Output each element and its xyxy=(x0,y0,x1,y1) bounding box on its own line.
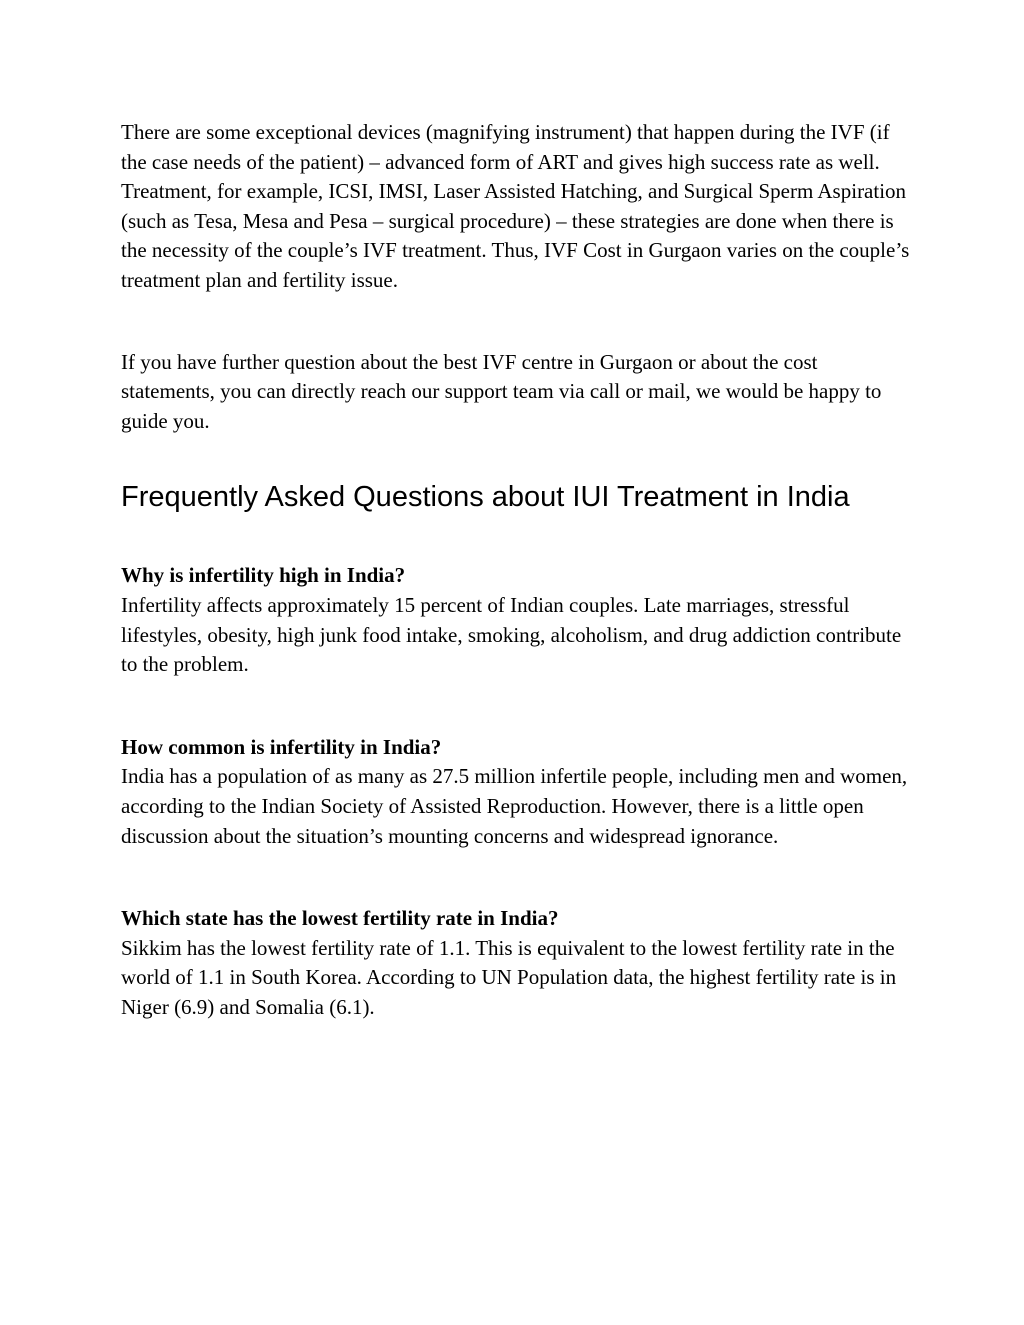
faq-question: Which state has the lowest fertility rate in India? xyxy=(121,906,559,931)
faq-question: Why is infertility high in India? xyxy=(121,563,406,588)
ivf-devices-paragraph: There are some exceptional devices (magnifying instrument) that happen during the IVF (if the case needs of the patient) – advanced form of ART and gives high success rate as well. Treatment, for example, ICSI, IMSI, Laser Assisted Hatching, and Surgical Sperm Aspiration (such as Tesa, Mesa and Pesa – surgical procedure) – these strategies are done when there is the necessity of the couple’s IVF treatment. Thus, IVF Cost in Gurgaon varies on the couple’s treatment plan and fertility issue. xyxy=(121,120,910,292)
faq-item xyxy=(121,733,911,851)
faq-item xyxy=(121,904,911,1022)
faq-heading: Frequently Asked Questions about IUI Treatment in India xyxy=(121,481,850,514)
faq-answer: India has a population of as many as 27.5 million infertile people, including men and women, according to the Indian Society of Assisted Reproduction. However, there is a little open discussion about the situation’s mounting concerns and widespread ignorance. xyxy=(121,764,908,848)
faq-answer: Sikkim has the lowest fertility rate of 1.1. This is equivalent to the lowest fertility rate in the world of 1.1 in South Korea. According to UN Population data, the highest fertility rate is in Niger (6.9) and Somalia (6.1). xyxy=(121,935,897,1019)
document-page xyxy=(121,118,911,1022)
faq-answer: Infertility affects approximately 15 percent of Indian couples. Late marriages, stressful lifestyles, obesity, high junk food intake, smoking, alcoholism, and drug addiction contribute to the problem. xyxy=(121,592,902,677)
faq-item xyxy=(121,561,911,679)
contact-support-paragraph: If you have further question about the best IVF centre in Gurgaon or about the cost statements, you can directly reach our support team via call or mail, we would be happy to guide you. xyxy=(121,349,882,433)
faq-question: How common is infertility in India? xyxy=(121,734,442,759)
